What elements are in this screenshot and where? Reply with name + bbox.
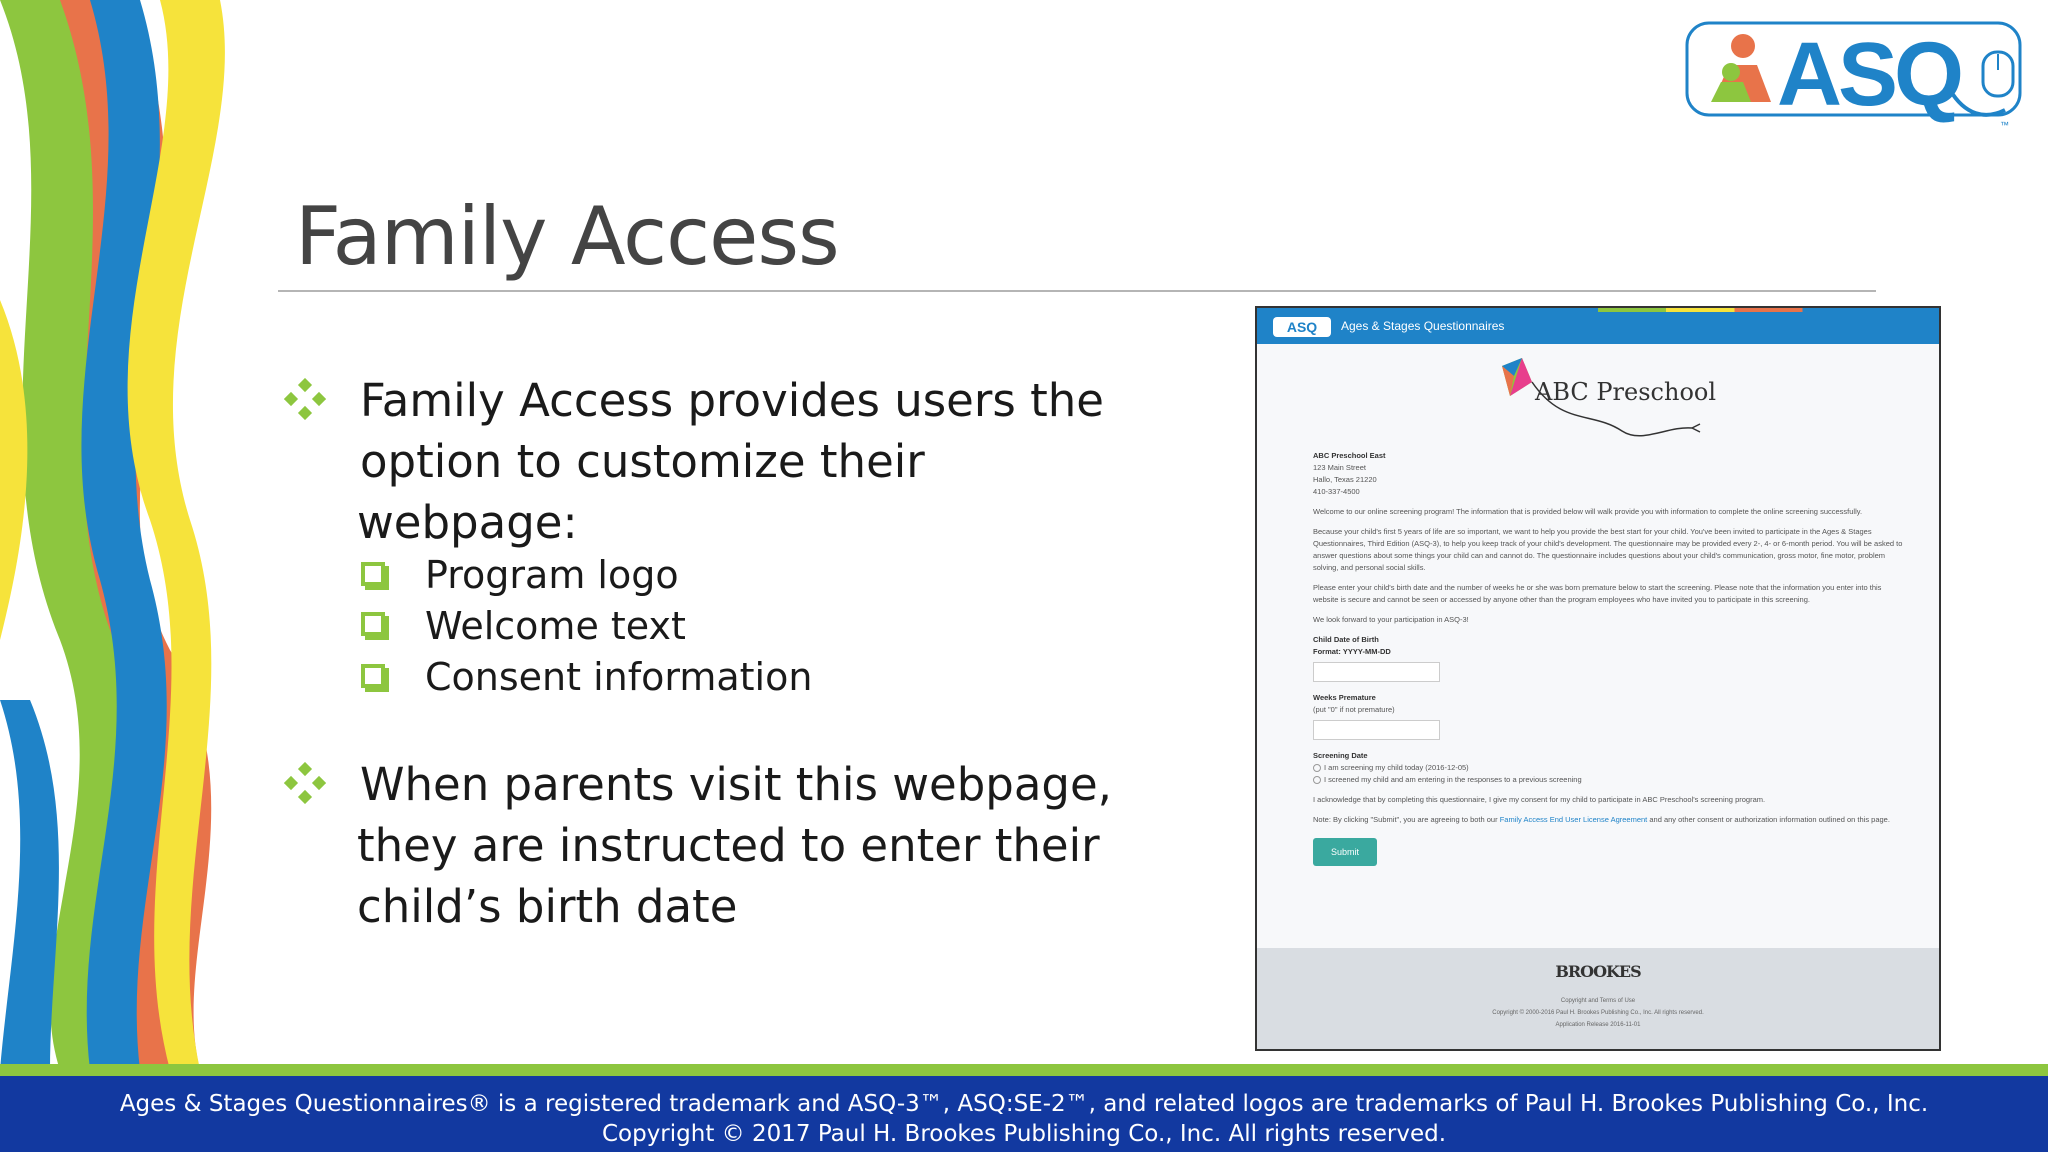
screening-date-label: Screening Date [1313,751,1368,760]
intro-paragraph: Because your child's first 5 years of life are so important, we want to help you provide the best start for your child. You've been invited to participate in the Ages & Stages Questionnaires, Third Edition (ASQ-3), to help you keep track of your child's development. The questionnaire may be provided every 2-, 4- or 6-month period. You will be asked to answer questions about some things your child can and cannot do. The questionnaire includes questions about your child's communication, gross motor, fine motor, problem solving, and personal social skills. [1313,527,1903,572]
subitem-welcome-text: Welcome text [425,604,686,648]
bullet-line: option to customize their [360,435,925,488]
radio-label: I am screening my child today (2016-12-05) [1324,763,1469,772]
instructions-paragraph: Please enter your child's birth date and the number of weeks he or she was born premature below to start the screening. Please note that the information you enter into this website is secure and cannot be seen or accessed by anyone other than the program employees who have invited you to participate in this screening. [1313,583,1882,604]
footer-release: Application Release 2016-11-01 [1555,1022,1641,1028]
address-line: Hallo, Texas 21220 [1313,475,1377,484]
license-agreement-link[interactable]: Family Access End User License Agreement [1499,815,1648,824]
bullet-line: webpage: [357,496,578,549]
app-title: Ages & Stages Questionnaires [1341,319,1505,333]
submit-button[interactable]: Submit [1313,838,1377,866]
note-prefix: Note: By clicking "Submit", you are agreeing to both our [1313,815,1500,824]
svg-text:™: ™ [2000,120,2009,130]
address-line: ABC Preschool East [1313,451,1386,460]
header-color-stripe [1257,308,1939,312]
note-suffix: and any other consent or authorization information outlined on this page. [1647,815,1890,824]
radio-previous-screening[interactable] [1313,774,1903,786]
checkbox-square-icon [361,664,385,688]
bullet-line: When parents visit this webpage, [360,758,1112,811]
subitem-program-logo: Program logo [425,553,679,597]
family-access-screenshot [1255,306,1941,1051]
radio-icon[interactable] [1313,776,1321,784]
radio-icon[interactable] [1313,764,1321,772]
welcome-content [1313,450,1903,866]
bullet-parents-visit [357,754,1112,937]
footer-accent-bar [0,1064,2048,1076]
footer-terms-link[interactable]: Copyright and Terms of Use [1560,998,1636,1004]
address-line: 410-337-4500 [1313,487,1360,496]
dob-format: Format: YYYY-MM-DD [1313,647,1391,656]
asq-badge: ASQ [1273,317,1331,337]
bullet-line: Family Access provides users the [360,374,1104,427]
title-divider [278,290,1876,292]
weeks-hint: (put "0" if not premature) [1313,705,1395,714]
bullet-customize [357,370,1104,553]
trademark-notice: Ages & Stages Questionnaires® is a registered trademark and ASQ-3™, ASQ:SE-2™, and related logos are trademarks of Paul H. Brookes Publishing Co., Inc. [119,1091,1929,1117]
asq-logo [1685,20,2025,132]
bullet-line: child’s birth date [357,880,738,933]
consent-text: I acknowledge that by completing this questionnaire, I give my consent for my child to participate in ABC Preschool's screening program. [1313,795,1766,804]
address-line: 123 Main Street [1313,463,1366,472]
checkbox-square-icon [361,612,385,636]
footer-copyright: Copyright © 2000-2016 Paul H. Brookes Publishing Co., Inc. All rights reserved. [1492,1010,1704,1016]
bullet-line: they are instructed to enter their [357,819,1100,872]
program-name: ABC Preschool [1535,378,1717,406]
closing-paragraph: We look forward to your participation in ASQ-3! [1313,615,1469,624]
app-footer [1257,948,1939,1049]
dob-input[interactable] [1313,662,1440,682]
slide-footer [0,1076,2048,1152]
diamond-bullet-icon [284,762,326,804]
welcome-paragraph: Welcome to our online screening program! The information that is provided below will walk provide you with information to complete the online screening successfully. [1313,507,1863,516]
copyright-notice: Copyright © 2017 Paul H. Brookes Publishing Co., Inc. All rights reserved. [601,1121,1447,1147]
radio-screen-today[interactable] [1313,762,1903,774]
app-header [1257,308,1939,344]
svg-text:ASQ: ASQ [1777,25,1961,125]
slide-title: Family Access [295,190,839,283]
radio-label: I screened my child and am entering in the responses to a previous screening [1324,775,1582,784]
license-note [1313,814,1903,826]
weeks-label: Weeks Premature [1313,693,1376,702]
diamond-bullet-icon [284,378,326,420]
dob-label: Child Date of Birth [1313,635,1379,644]
weeks-input[interactable] [1313,720,1440,740]
subitem-consent-information: Consent information [425,655,813,699]
checkbox-square-icon [361,562,385,586]
decorative-ribbons [0,0,260,1070]
brookes-logo: BROOKES [1555,962,1641,981]
